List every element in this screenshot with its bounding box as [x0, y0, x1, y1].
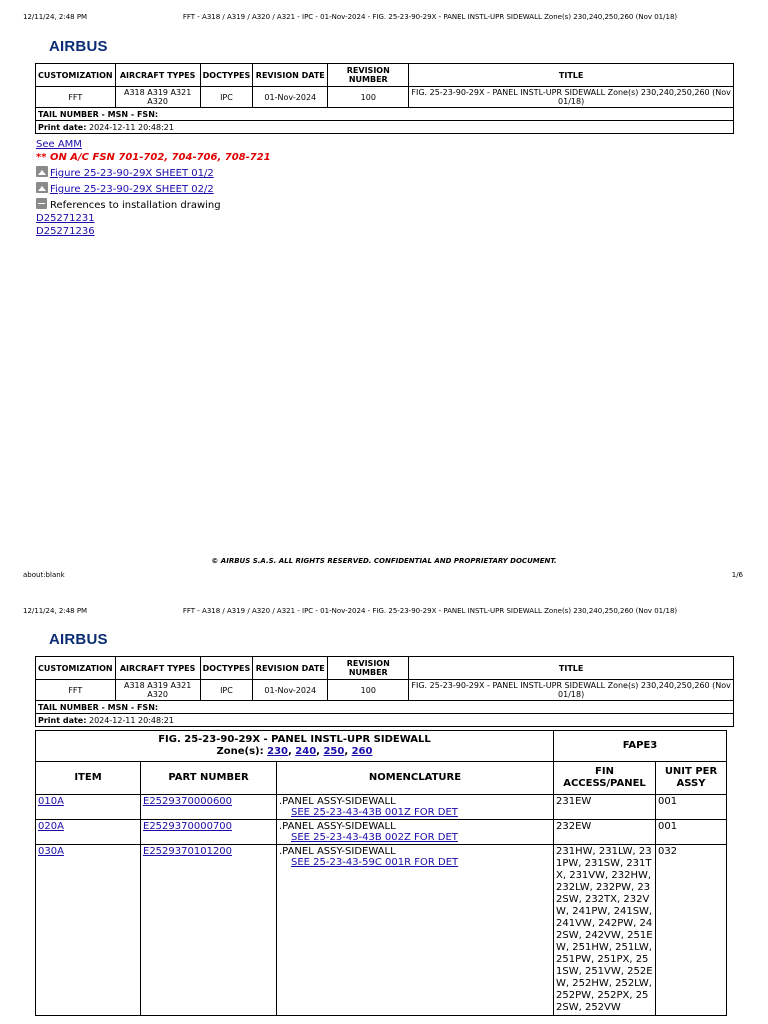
part-number-link[interactable]: E2529370101200	[143, 846, 233, 857]
col-aircraft-types: AIRCRAFT TYPES	[115, 64, 200, 87]
col-title: TITLE	[409, 64, 734, 87]
col-customization: CUSTOMIZATION	[36, 657, 116, 680]
zone-line: Zone(s): 230, 240, 250, 260	[216, 746, 373, 757]
print-datetime: 12/11/24, 2:48 PM	[23, 13, 88, 21]
print-title: FFT - A318 / A319 / A320 / A321 - IPC - 01-Nov-2024 - FIG. 25-23-90-29X - PANEL INSTL-UPR SIDEWALL Zone(s) 230,240,250,260 (Nov 01/18)	[182, 607, 678, 615]
unit-per-assy: 032	[656, 845, 727, 1016]
aircraft-types-value: A318 A319 A321 A320	[115, 87, 200, 108]
effectivity-note: ** ON A/C FSN 701-702, 704-706, 708-721	[36, 152, 271, 163]
nomenclature: .PANEL ASSY-SIDEWALL	[279, 796, 396, 807]
revision-number-value: 100	[328, 680, 409, 701]
print-datetime: 12/11/24, 2:48 PM	[23, 607, 88, 615]
fin-access: 231EW	[554, 795, 656, 820]
doctypes-value: IPC	[200, 680, 253, 701]
col-doctypes: DOCTYPES	[200, 657, 253, 680]
revision-date-value: 01-Nov-2024	[253, 680, 328, 701]
col-fin-access: FIN ACCESS/PANEL	[554, 762, 656, 795]
unit-per-assy: 001	[656, 795, 727, 820]
figure-code: FAPE3	[554, 731, 727, 762]
figure-title-cell	[36, 731, 554, 762]
table-row	[36, 795, 727, 820]
col-aircraft-types: AIRCRAFT TYPES	[115, 657, 200, 680]
aircraft-types-value: A318 A319 A321 A320	[115, 680, 200, 701]
item-link[interactable]: 020A	[38, 821, 64, 832]
col-nomenclature: NOMENCLATURE	[277, 762, 554, 795]
doctypes-value: IPC	[200, 87, 253, 108]
part-number-link[interactable]: E2529370000600	[143, 796, 233, 807]
col-revision-number: REVISION NUMBER	[328, 657, 409, 680]
col-revision-number: REVISION NUMBER	[328, 64, 409, 87]
title-value: FIG. 25-23-90-29X - PANEL INSTL-UPR SIDEWALL Zone(s) 230,240,250,260 (Nov 01/18)	[409, 87, 734, 108]
print-title: FFT - A318 / A319 / A320 / A321 - IPC - 01-Nov-2024 - FIG. 25-23-90-29X - PANEL INSTL-UPR SIDEWALL Zone(s) 230,240,250,260 (Nov 01/18)	[182, 13, 678, 21]
document-icon	[36, 198, 47, 209]
customization-value: FFT	[36, 680, 116, 701]
part-number-link[interactable]: E2529370000700	[143, 821, 233, 832]
fin-access: 231HW, 231LW, 231PW, 231SW, 231TX, 231VW, 232HW, 232LW, 232PW, 232SW, 232TX, 232VW, 241PW, 241SW, 241VW, 242PW, 242SW, 242VW, 251EW, 251HW, 251LW, 251PW, 251PX, 251SW, 251VW, 252EW, 252HW, 252LW, 252PW, 252PX, 252SW, 252VW	[554, 845, 656, 1016]
figure-title: FIG. 25-23-90-29X - PANEL INSTL-UPR SIDEWALL	[158, 734, 431, 745]
see-detail-link[interactable]: SEE 25-23-43-43B 002Z FOR DET	[291, 832, 458, 843]
page1-links	[36, 138, 271, 238]
print-header	[0, 13, 768, 25]
page-url: about:blank	[23, 571, 65, 579]
image-icon	[36, 182, 48, 193]
col-unit-per-assy: UNIT PER ASSY	[656, 762, 727, 795]
page-number: 1/6	[731, 571, 743, 579]
meta-table	[35, 63, 734, 134]
table-row	[36, 845, 727, 1016]
tail-number-row: TAIL NUMBER - MSN - FSN:	[36, 108, 734, 121]
col-part-number: PART NUMBER	[141, 762, 277, 795]
nomenclature: .PANEL ASSY-SIDEWALL	[279, 821, 396, 832]
airbus-logo: AIRBUS	[49, 631, 108, 648]
drawing-link-1[interactable]: D25271231	[36, 213, 95, 224]
col-revision-date: REVISION DATE	[253, 64, 328, 87]
col-doctypes: DOCTYPES	[200, 64, 253, 87]
print-header-2	[0, 607, 768, 619]
see-amm-link[interactable]: See AMM	[36, 139, 82, 150]
print-date-row: Print date: 2024-12-11 20:48:21	[36, 714, 734, 727]
title-value: FIG. 25-23-90-29X - PANEL INSTL-UPR SIDEWALL Zone(s) 230,240,250,260 (Nov 01/18)	[409, 680, 734, 701]
revision-number-value: 100	[328, 87, 409, 108]
see-detail-link[interactable]: SEE 25-23-43-43B 001Z FOR DET	[291, 807, 458, 818]
tail-number-row: TAIL NUMBER - MSN - FSN:	[36, 701, 734, 714]
airbus-logo: AIRBUS	[49, 38, 108, 55]
references-label: References to installation drawing	[50, 200, 221, 211]
col-title: TITLE	[409, 657, 734, 680]
revision-date-value: 01-Nov-2024	[253, 87, 328, 108]
zone-link-230[interactable]: 230	[267, 746, 288, 757]
parts-table	[35, 730, 727, 1016]
figure-sheet-2-link[interactable]: Figure 25-23-90-29X SHEET 02/2	[50, 184, 214, 195]
copyright-footer: © AIRBUS S.A.S. ALL RIGHTS RESERVED. CONFIDENTIAL AND PROPRIETARY DOCUMENT.	[211, 557, 557, 565]
zone-link-260[interactable]: 260	[351, 746, 373, 757]
unit-per-assy: 001	[656, 820, 727, 845]
print-date-row: Print date: 2024-12-11 20:48:21	[36, 121, 734, 134]
zone-link-240[interactable]: 240	[295, 746, 317, 757]
see-detail-link[interactable]: SEE 25-23-43-59C 001R FOR DET	[291, 857, 459, 868]
customization-value: FFT	[36, 87, 116, 108]
col-customization: CUSTOMIZATION	[36, 64, 116, 87]
image-icon	[36, 166, 48, 177]
table-row	[36, 820, 727, 845]
drawing-link-2[interactable]: D25271236	[36, 226, 95, 237]
col-revision-date: REVISION DATE	[253, 657, 328, 680]
item-link[interactable]: 030A	[38, 846, 64, 857]
zone-link-250[interactable]: 250	[323, 746, 345, 757]
figure-sheet-1-link[interactable]: Figure 25-23-90-29X SHEET 01/2	[50, 168, 214, 179]
col-item: ITEM	[36, 762, 141, 795]
item-link[interactable]: 010A	[38, 796, 64, 807]
meta-table-2	[35, 656, 734, 727]
fin-access: 232EW	[554, 820, 656, 845]
nomenclature: .PANEL ASSY-SIDEWALL	[279, 846, 396, 857]
